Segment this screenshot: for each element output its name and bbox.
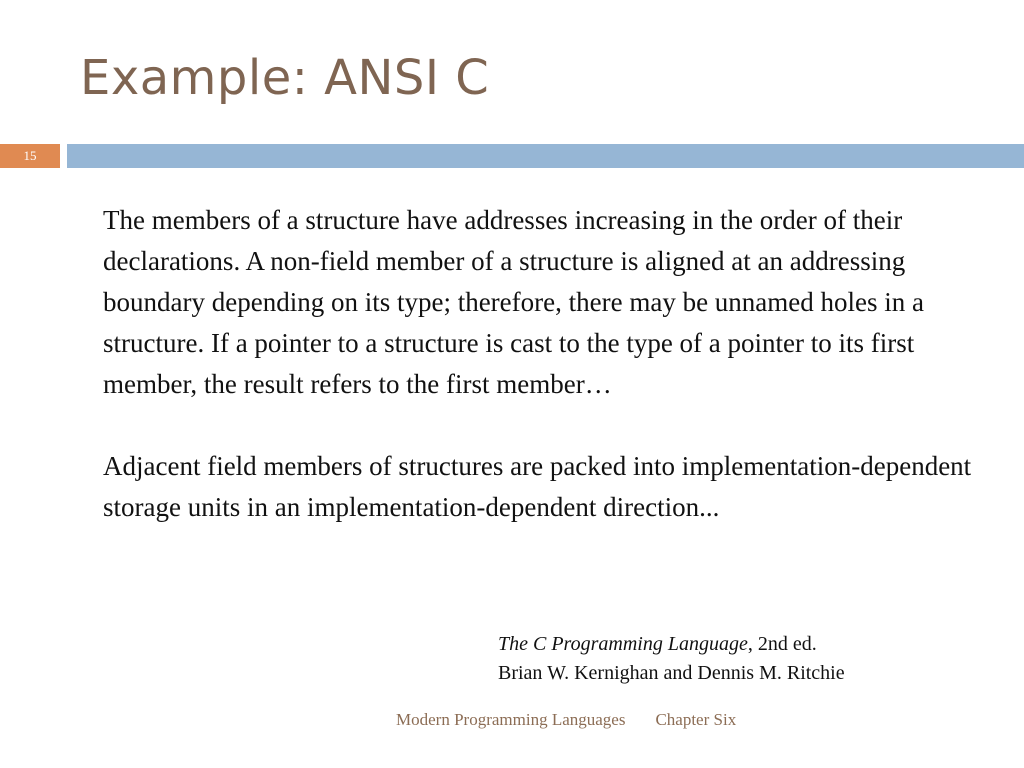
slide-number: 15 [0, 144, 60, 168]
paragraph-2: Adjacent field members of structures are packed into implementation-dependent storage units in an implementation-dependent direction... [103, 451, 972, 522]
slide-body [103, 200, 1003, 528]
citation [498, 630, 845, 688]
citation-line-1 [498, 630, 845, 659]
book-title: The C Programming Language [498, 633, 748, 655]
slide-title: Example: ANSI C [80, 50, 490, 106]
footer [396, 710, 736, 730]
paragraph-1: The members of a structure have addresses increasing in the order of their declarations. A non-field member of a structure is aligned at an addressing boundary depending on its type; therefore, there may be unnamed holes in a structure. If a pointer to a structure is cast to the type of a pointer to its first member, the result refers to the first member… [103, 205, 924, 399]
citation-authors: Brian W. Kernighan and Dennis M. Ritchie [498, 662, 845, 684]
footer-course: Modern Programming Languages [396, 710, 626, 729]
footer-chapter: Chapter Six [655, 710, 737, 729]
header-band [67, 144, 1024, 168]
book-edition: , 2nd ed. [747, 633, 817, 655]
